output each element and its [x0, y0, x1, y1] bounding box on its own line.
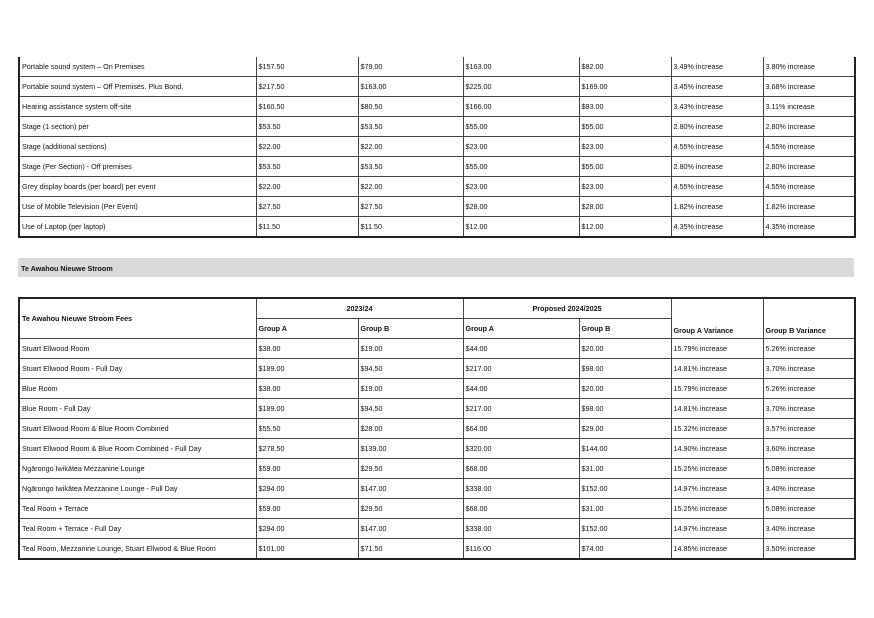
group-b-variance-cell: 4.55% increase: [763, 137, 855, 157]
proposed-group-b-cell: $98.00: [579, 399, 671, 419]
group-b-variance-cell: 3.70% increase: [763, 359, 855, 379]
table-row: [19, 117, 855, 137]
equipment-table-body: [19, 57, 855, 237]
group-a-variance-cell: 14.97% increase: [671, 519, 763, 539]
current-group-b-cell: $79.00: [358, 57, 463, 77]
proposed-group-b-cell: $74.00: [579, 539, 671, 560]
current-group-b-cell: $29.50: [358, 459, 463, 479]
table-row: [19, 519, 855, 539]
item-cell: Grey display boards (per board) per event: [19, 177, 256, 197]
current-group-a-cell: $53.50: [256, 117, 358, 137]
group-a-variance-cell: 3.45% increase: [671, 77, 763, 97]
proposed-group-b-cell: $31.00: [579, 499, 671, 519]
current-group-a-cell: $101.00: [256, 539, 358, 560]
item-cell: Stage (additional sections): [19, 137, 256, 157]
proposed-group-a-cell: $12.00: [463, 217, 579, 238]
table-row: [19, 197, 855, 217]
proposed-group-b-cell: $152.00: [579, 479, 671, 499]
section-title: Te Awahou Nieuwe Stroom: [21, 264, 113, 273]
table-row: [19, 77, 855, 97]
section-header: [18, 258, 854, 277]
group-b-variance-cell: 3.50% increase: [763, 539, 855, 560]
current-group-b-cell: $28.00: [358, 419, 463, 439]
proposed-group-b-cell: $83.00: [579, 97, 671, 117]
proposed-group-a-cell: $44.00: [463, 339, 579, 359]
item-cell: Stuart Ellwood Room & Blue Room Combined: [19, 419, 256, 439]
current-group-a-cell: $160.50: [256, 97, 358, 117]
group-a-variance-cell: 2.80% increase: [671, 157, 763, 177]
group-a-variance-cell: 15.79% increase: [671, 379, 763, 399]
table-row: [19, 157, 855, 177]
current-group-a-cell: $22.00: [256, 137, 358, 157]
proposed-group-b-cell: $28.00: [579, 197, 671, 217]
current-group-a-cell: $38.00: [256, 379, 358, 399]
group-a-variance-cell: 1.82% increase: [671, 197, 763, 217]
item-cell: Blue Room - Full Day: [19, 399, 256, 419]
current-group-a-cell: $22.00: [256, 177, 358, 197]
table-row: [19, 339, 855, 359]
proposed-group-a-header: Group A: [463, 319, 579, 339]
proposed-group-a-cell: $225.00: [463, 77, 579, 97]
current-group-b-cell: $94.50: [358, 359, 463, 379]
group-b-variance-cell: 4.55% increase: [763, 177, 855, 197]
current-group-a-cell: $278.50: [256, 439, 358, 459]
group-b-variance-cell: 5.08% increase: [763, 459, 855, 479]
proposed-group-b-header: Group B: [579, 319, 671, 339]
group-a-variance-cell: 14.81% increase: [671, 399, 763, 419]
current-group-b-cell: $94.50: [358, 399, 463, 419]
proposed-group-b-cell: $98.00: [579, 359, 671, 379]
group-a-variance-cell: 14.97% increase: [671, 479, 763, 499]
item-cell: Hearing assistance system off-site: [19, 97, 256, 117]
proposed-group-a-cell: $55.00: [463, 157, 579, 177]
table-row: [19, 217, 855, 238]
current-group-b-cell: $11.50: [358, 217, 463, 238]
table-row: [19, 177, 855, 197]
group-b-variance-cell: 2.80% increase: [763, 117, 855, 137]
current-group-a-cell: $27.50: [256, 197, 358, 217]
current-group-b-cell: $27.50: [358, 197, 463, 217]
current-group-b-cell: $163.00: [358, 77, 463, 97]
current-group-a-cell: $11.50: [256, 217, 358, 238]
current-group-b-cell: $147.00: [358, 479, 463, 499]
table-header-row: [19, 298, 855, 319]
current-group-a-cell: $59.00: [256, 459, 358, 479]
proposed-group-a-cell: $163.00: [463, 57, 579, 77]
current-group-b-cell: $29.50: [358, 499, 463, 519]
proposed-group-a-cell: $116.00: [463, 539, 579, 560]
current-group-a-cell: $53.50: [256, 157, 358, 177]
group-a-variance-cell: 15.25% increase: [671, 459, 763, 479]
group-b-variance-cell: 5.26% increase: [763, 339, 855, 359]
current-group-a-cell: $294.00: [256, 519, 358, 539]
group-b-variance-cell: 3.80% increase: [763, 57, 855, 77]
group-a-variance-cell: 15.79% increase: [671, 339, 763, 359]
item-cell: Stage (1 section) per: [19, 117, 256, 137]
proposed-group-a-cell: $55.00: [463, 117, 579, 137]
current-group-a-cell: $189.00: [256, 359, 358, 379]
proposed-group-a-cell: $217.00: [463, 359, 579, 379]
table-row: [19, 439, 855, 459]
item-cell: Use of Mobile Television (Per Event): [19, 197, 256, 217]
group-b-variance-cell: 3.11% increase: [763, 97, 855, 117]
group-b-variance-cell: 3.70% increase: [763, 399, 855, 419]
proposed-group-b-cell: $20.00: [579, 339, 671, 359]
table-row: [19, 97, 855, 117]
table-row: [19, 479, 855, 499]
group-a-variance-cell: 4.35% increase: [671, 217, 763, 238]
current-group-a-cell: $217.50: [256, 77, 358, 97]
item-cell: Ngārongo Iwikātea Mezzanine Lounge: [19, 459, 256, 479]
proposed-group-a-cell: $320.00: [463, 439, 579, 459]
group-a-variance-cell: 14.90% increase: [671, 439, 763, 459]
group-b-variance-cell: 4.35% increase: [763, 217, 855, 238]
table-row: [19, 359, 855, 379]
current-group-b-cell: $19.00: [358, 339, 463, 359]
item-cell: Stuart Ellwood Room: [19, 339, 256, 359]
proposed-group-b-cell: $55.00: [579, 157, 671, 177]
current-group-a-header: Group A: [256, 319, 358, 339]
item-cell: Portable sound system – On Premises: [19, 57, 256, 77]
proposed-group-a-cell: $68.00: [463, 459, 579, 479]
proposed-group-b-cell: $29.00: [579, 419, 671, 439]
item-cell: Stage (Per Section) - Off premises: [19, 157, 256, 177]
current-group-a-cell: $189.00: [256, 399, 358, 419]
current-group-b-cell: $139.00: [358, 439, 463, 459]
group-b-variance-cell: 5.08% increase: [763, 499, 855, 519]
current-group-a-cell: $38.00: [256, 339, 358, 359]
proposed-group-b-cell: $20.00: [579, 379, 671, 399]
fees-table-body: [19, 339, 855, 560]
group-b-variance-cell: 3.57% increase: [763, 419, 855, 439]
group-a-variance-cell: 4.55% increase: [671, 137, 763, 157]
table-row: [19, 459, 855, 479]
current-group-b-cell: $22.00: [358, 177, 463, 197]
group-a-variance-cell: 4.55% increase: [671, 177, 763, 197]
item-cell: Ngārongo Iwikātea Mezzanine Lounge - Full Day: [19, 479, 256, 499]
item-cell: Stuart Ellwood Room & Blue Room Combined - Full Day: [19, 439, 256, 459]
current-group-b-cell: $19.00: [358, 379, 463, 399]
item-cell: Portable sound system – Off Premises. Plus Bond.: [19, 77, 256, 97]
proposed-group-a-cell: $44.00: [463, 379, 579, 399]
group-a-variance-cell: 3.49% increase: [671, 57, 763, 77]
current-group-b-cell: $53.50: [358, 157, 463, 177]
proposed-group-a-cell: $64.00: [463, 419, 579, 439]
proposed-group-a-cell: $23.00: [463, 137, 579, 157]
item-cell: Stuart Ellwood Room - Full Day: [19, 359, 256, 379]
current-group-b-cell: $22.00: [358, 137, 463, 157]
table-row: [19, 57, 855, 77]
item-cell: Teal Room + Terrace - Full Day: [19, 519, 256, 539]
current-group-b-cell: $147.00: [358, 519, 463, 539]
venue-fees-table: [18, 297, 856, 560]
fees-table-title: Te Awahou Nieuwe Stroom Fees: [19, 298, 256, 339]
item-cell: Teal Room + Terrace: [19, 499, 256, 519]
group-b-variance-cell: 3.68% increase: [763, 77, 855, 97]
period-proposed-header: Proposed 2024/2025: [463, 298, 671, 319]
proposed-group-a-cell: $338.00: [463, 519, 579, 539]
proposed-group-a-cell: $338.00: [463, 479, 579, 499]
table-row: [19, 379, 855, 399]
group-b-variance-cell: 3.60% increase: [763, 439, 855, 459]
proposed-group-a-cell: $28.00: [463, 197, 579, 217]
proposed-group-a-cell: $166.00: [463, 97, 579, 117]
proposed-group-b-cell: $12.00: [579, 217, 671, 238]
group-b-variance-header: Group B Variance: [763, 298, 855, 339]
proposed-group-a-cell: $217.00: [463, 399, 579, 419]
current-group-b-cell: $53.50: [358, 117, 463, 137]
proposed-group-b-cell: $23.00: [579, 137, 671, 157]
group-a-variance-cell: 2.80% increase: [671, 117, 763, 137]
current-group-a-cell: $59.00: [256, 499, 358, 519]
group-b-variance-cell: 5.26% increase: [763, 379, 855, 399]
equipment-fees-table: [18, 57, 856, 238]
period-current-header: 2023/24: [256, 298, 463, 319]
proposed-group-b-cell: $23.00: [579, 177, 671, 197]
group-a-variance-cell: 14.85% increase: [671, 539, 763, 560]
group-a-variance-cell: 14.81% increase: [671, 359, 763, 379]
proposed-group-b-cell: $82.00: [579, 57, 671, 77]
proposed-group-a-cell: $23.00: [463, 177, 579, 197]
current-group-b-cell: $80.50: [358, 97, 463, 117]
proposed-group-b-cell: $169.00: [579, 77, 671, 97]
current-group-b-cell: $71.50: [358, 539, 463, 560]
current-group-a-cell: $157.50: [256, 57, 358, 77]
current-group-a-cell: $294.00: [256, 479, 358, 499]
proposed-group-b-cell: $152.00: [579, 519, 671, 539]
table-row: [19, 137, 855, 157]
item-cell: Teal Room, Mezzanine Lounge, Stuart Ellwood & Blue Room: [19, 539, 256, 560]
current-group-b-header: Group B: [358, 319, 463, 339]
table-row: [19, 539, 855, 560]
group-a-variance-header: Group A Variance: [671, 298, 763, 339]
item-cell: Blue Room: [19, 379, 256, 399]
group-b-variance-cell: 1.82% increase: [763, 197, 855, 217]
proposed-group-b-cell: $31.00: [579, 459, 671, 479]
group-b-variance-cell: 2.80% increase: [763, 157, 855, 177]
group-b-variance-cell: 3.40% increase: [763, 519, 855, 539]
proposed-group-b-cell: $55.00: [579, 117, 671, 137]
table-row: [19, 399, 855, 419]
item-cell: Use of Laptop (per laptop): [19, 217, 256, 238]
table-row: [19, 419, 855, 439]
group-a-variance-cell: 15.32% increase: [671, 419, 763, 439]
group-b-variance-cell: 3.40% increase: [763, 479, 855, 499]
proposed-group-b-cell: $144.00: [579, 439, 671, 459]
table-row: [19, 499, 855, 519]
group-a-variance-cell: 15.25% increase: [671, 499, 763, 519]
proposed-group-a-cell: $68.00: [463, 499, 579, 519]
current-group-a-cell: $55.50: [256, 419, 358, 439]
group-a-variance-cell: 3.43% increase: [671, 97, 763, 117]
